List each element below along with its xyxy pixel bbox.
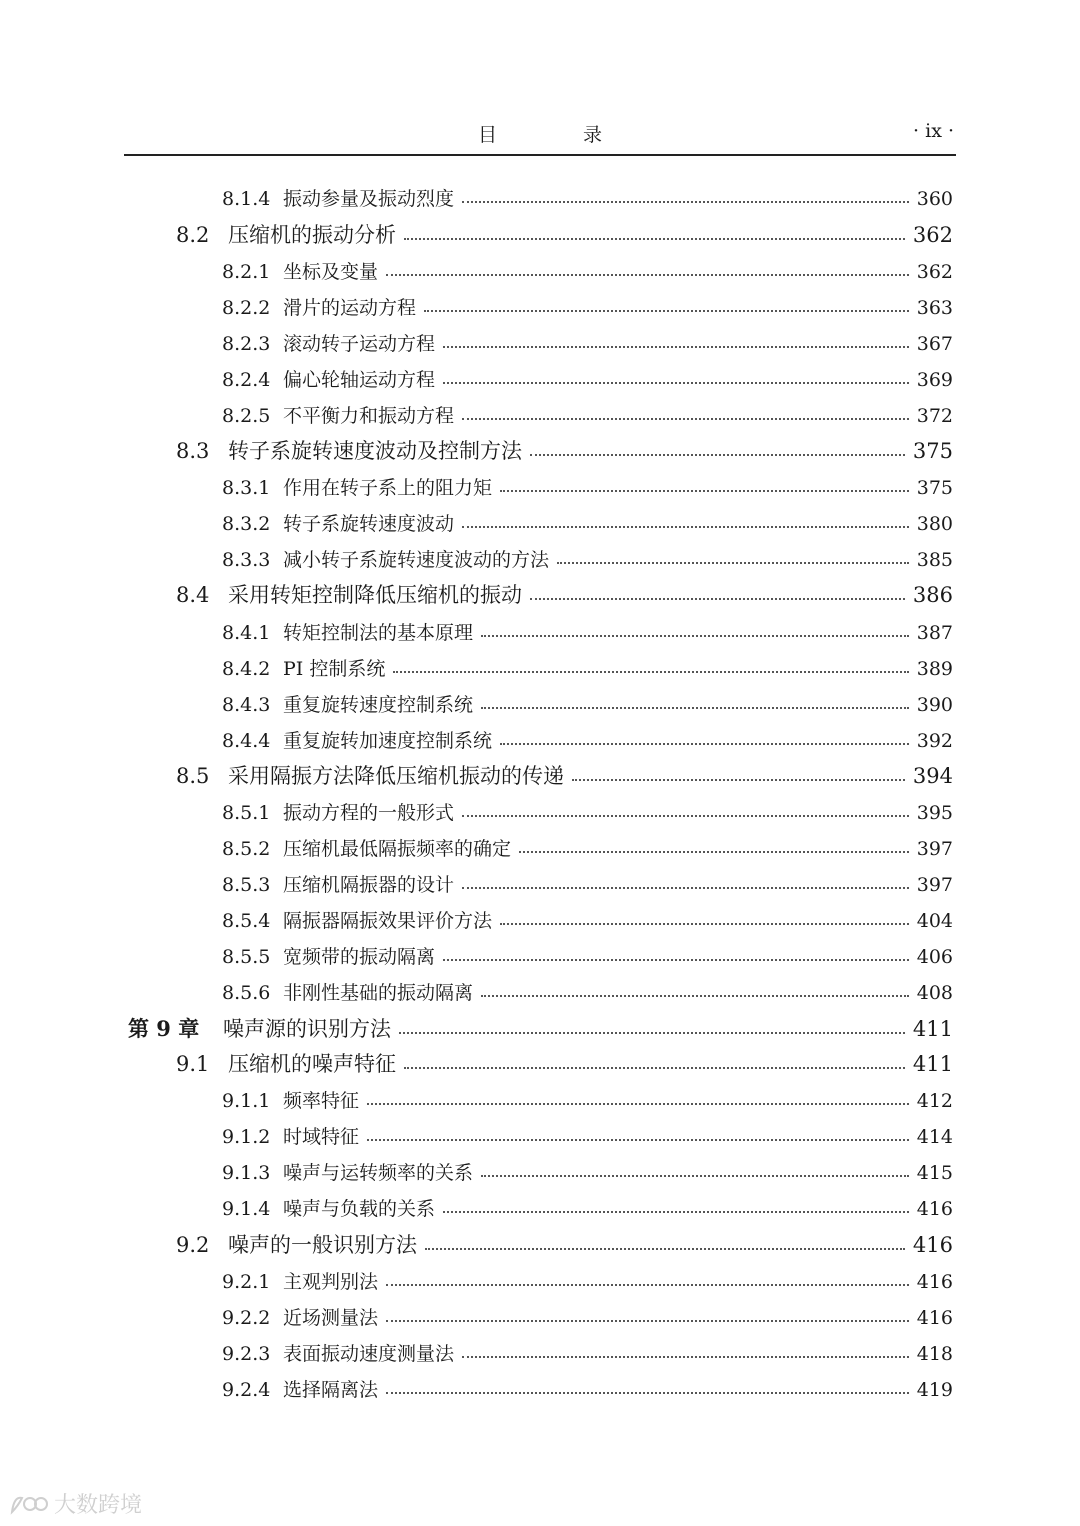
toc-entry-title: 压缩机最低隔振频率的确定 bbox=[283, 838, 512, 860]
toc-entry-page: 394 bbox=[912, 764, 953, 788]
toc-entry bbox=[222, 1194, 953, 1221]
toc-entry-title: 作用在转子系上的阻力矩 bbox=[283, 477, 493, 499]
toc-entry-title: 采用隔振方法降低压缩机振动的传递 bbox=[228, 764, 564, 788]
toc-entry-title: 非刚性基础的振动隔离 bbox=[283, 982, 474, 1004]
toc-entry-number: 8.3.1 bbox=[222, 477, 271, 499]
toc-entry-page: 415 bbox=[916, 1162, 953, 1184]
toc-entry-page: 389 bbox=[916, 658, 953, 680]
toc-leader-dots bbox=[386, 1283, 909, 1286]
toc-leader-dots bbox=[443, 381, 909, 384]
toc-entry-title: 频率特征 bbox=[283, 1090, 360, 1112]
toc-entry bbox=[222, 1086, 953, 1113]
toc-entry bbox=[222, 1375, 953, 1402]
toc-entry-page: 362 bbox=[916, 261, 953, 283]
toc-entry-number: 8.2.4 bbox=[222, 369, 271, 391]
toc-entry-page: 419 bbox=[916, 1379, 953, 1401]
toc-entry bbox=[128, 1013, 953, 1043]
toc-entry-title: 宽频带的振动隔离 bbox=[283, 946, 436, 968]
toc-entry-page: 375 bbox=[912, 439, 953, 463]
toc-entry-page: 387 bbox=[916, 622, 953, 644]
toc-entry-number: 8.2.1 bbox=[222, 261, 271, 283]
toc-entry-title: PI 控制系统 bbox=[283, 658, 386, 680]
toc-entry-page: 392 bbox=[916, 730, 953, 752]
toc-entry-title: 重复旋转加速度控制系统 bbox=[283, 730, 493, 752]
toc-entry-number: 9.2.3 bbox=[222, 1343, 271, 1365]
toc-entry-page: 412 bbox=[916, 1090, 953, 1112]
toc-entry bbox=[222, 690, 953, 717]
toc-entry bbox=[222, 545, 953, 572]
header-page-number: · ix · bbox=[913, 120, 954, 142]
toc-entry-page: 397 bbox=[916, 838, 953, 860]
toc-entry-number: 9.1 bbox=[176, 1052, 210, 1076]
toc-entry-page: 386 bbox=[912, 583, 953, 607]
toc-entry bbox=[222, 798, 953, 825]
toc-entry-page: 375 bbox=[916, 477, 953, 499]
toc-entry-number: 8.2 bbox=[176, 223, 210, 247]
toc-entry-number: 8.4.4 bbox=[222, 730, 271, 752]
toc-entry-page: 397 bbox=[916, 874, 953, 896]
toc-entry-page: 367 bbox=[916, 333, 953, 355]
toc-entry-page: 390 bbox=[916, 694, 953, 716]
toc-entry-number: 8.3.3 bbox=[222, 549, 271, 571]
toc-leader-dots bbox=[462, 525, 909, 528]
toc-entry-page: 416 bbox=[916, 1307, 953, 1329]
toc-entry-page: 411 bbox=[912, 1052, 953, 1076]
toc-entry-number: 8.5.4 bbox=[222, 910, 271, 932]
toc-leader-dots bbox=[500, 742, 909, 745]
toc-leader-dots bbox=[386, 273, 909, 276]
toc-leader-dots bbox=[367, 1138, 909, 1141]
toc-entry-title: 转矩控制法的基本原理 bbox=[283, 622, 474, 644]
toc-leader-dots bbox=[481, 634, 909, 637]
toc-entry-title: 滚动转子运动方程 bbox=[283, 333, 436, 355]
toc-entry-page: 411 bbox=[912, 1017, 953, 1041]
toc-entry-number: 8.2.2 bbox=[222, 297, 271, 319]
toc-entry-number: 8.5.3 bbox=[222, 874, 271, 896]
toc-entry-title: 振动方程的一般形式 bbox=[283, 802, 455, 824]
toc-entry bbox=[222, 184, 953, 211]
toc-entry-number: 8.3.2 bbox=[222, 513, 271, 535]
toc-entry bbox=[222, 942, 953, 969]
toc-entry-title: 转子系旋转速度波动及控制方法 bbox=[228, 439, 522, 463]
toc-entry-title: 坐标及变量 bbox=[283, 261, 379, 283]
toc-entry-number: 9.1.1 bbox=[222, 1090, 271, 1112]
toc-entry bbox=[222, 1122, 953, 1149]
toc-entry-title: 隔振器隔振效果评价方法 bbox=[283, 910, 493, 932]
toc-leader-dots bbox=[572, 778, 905, 781]
toc-leader-dots bbox=[443, 345, 909, 348]
toc-entry-number: 8.4.2 bbox=[222, 658, 271, 680]
toc-leader-dots bbox=[425, 1247, 905, 1250]
toc-entry bbox=[176, 1048, 953, 1078]
toc-entry-title: 压缩机的振动分析 bbox=[228, 223, 396, 247]
toc-entry bbox=[176, 579, 953, 609]
toc-leader-dots bbox=[443, 1210, 909, 1213]
toc-entry-number: 9.1.4 bbox=[222, 1198, 271, 1220]
toc-entry-title: 噪声与运转频率的关系 bbox=[283, 1162, 474, 1184]
toc-entry-number: 9.2.1 bbox=[222, 1271, 271, 1293]
toc-leader-dots bbox=[386, 1391, 909, 1394]
toc-entry bbox=[222, 834, 953, 861]
toc-leader-dots bbox=[481, 994, 909, 997]
toc-entry bbox=[222, 618, 953, 645]
toc-entry bbox=[222, 654, 953, 681]
toc-entry bbox=[222, 870, 953, 897]
toc-entry-page: 406 bbox=[916, 946, 953, 968]
toc-entry-number: 8.4.3 bbox=[222, 694, 271, 716]
toc-entry-number: 8.2.3 bbox=[222, 333, 271, 355]
toc-entry-title: 噪声的一般识别方法 bbox=[228, 1233, 417, 1257]
watermark-text: 大数跨境 bbox=[54, 1493, 143, 1518]
header-title: 目 录 bbox=[477, 124, 643, 146]
toc-entry bbox=[176, 760, 953, 790]
toc-entry-title: 滑片的运动方程 bbox=[283, 297, 417, 319]
toc-leader-dots bbox=[462, 200, 909, 203]
toc-entry-number: 8.4 bbox=[176, 583, 210, 607]
toc-leader-dots bbox=[500, 489, 909, 492]
toc-leader-dots bbox=[462, 1355, 909, 1358]
toc-entry-page: 372 bbox=[916, 405, 953, 427]
toc-entry bbox=[222, 293, 953, 320]
toc-entry-number: 9.2 bbox=[176, 1233, 210, 1257]
toc-entry-title: 近场测量法 bbox=[283, 1307, 379, 1329]
toc-leader-dots bbox=[557, 561, 909, 564]
toc-entry-page: 395 bbox=[916, 802, 953, 824]
toc-entry-title: 振动参量及振动烈度 bbox=[283, 188, 455, 210]
toc-entry bbox=[222, 1158, 953, 1185]
toc-entry-title: 采用转矩控制降低压缩机的振动 bbox=[228, 583, 522, 607]
toc-entry-number: 8.5.6 bbox=[222, 982, 271, 1004]
toc-entry-number: 8.1.4 bbox=[222, 188, 271, 210]
toc-entry bbox=[222, 1267, 953, 1294]
toc-leader-dots bbox=[404, 237, 905, 240]
toc-leader-dots bbox=[519, 850, 909, 853]
toc-entry-title: 表面振动速度测量法 bbox=[283, 1343, 455, 1365]
toc-entry bbox=[176, 219, 953, 249]
toc-entry-page: 385 bbox=[916, 549, 953, 571]
toc-entry bbox=[222, 473, 953, 500]
toc-entry-page: 416 bbox=[916, 1271, 953, 1293]
toc-entry-title: 压缩机隔振器的设计 bbox=[283, 874, 455, 896]
toc-entry-number: 9.1.3 bbox=[222, 1162, 271, 1184]
toc-entry-title: 减小转子系旋转速度波动的方法 bbox=[283, 549, 550, 571]
toc-leader-dots bbox=[481, 1174, 909, 1177]
toc-entry bbox=[176, 435, 953, 465]
toc-entry bbox=[222, 509, 953, 536]
toc-entry bbox=[222, 365, 953, 392]
toc-leader-dots bbox=[462, 417, 909, 420]
toc-entry-page: 369 bbox=[916, 369, 953, 391]
toc-entry-number: 9.2.4 bbox=[222, 1379, 271, 1401]
toc-entry-number: 8.5.1 bbox=[222, 802, 271, 824]
toc-leader-dots bbox=[462, 814, 909, 817]
toc-entry-page: 418 bbox=[916, 1343, 953, 1365]
toc-entry bbox=[222, 906, 953, 933]
toc-entry-number: 8.5 bbox=[176, 764, 210, 788]
toc-entry bbox=[222, 401, 953, 428]
toc-entry-number: 8.4.1 bbox=[222, 622, 271, 644]
toc-entry-title: 噪声与负载的关系 bbox=[283, 1198, 436, 1220]
toc-leader-dots bbox=[530, 453, 905, 456]
toc-leader-dots bbox=[393, 670, 908, 673]
toc-entry-title: 选择隔离法 bbox=[283, 1379, 379, 1401]
toc-leader-dots bbox=[404, 1066, 905, 1069]
toc-entry-number: 8.5.2 bbox=[222, 838, 271, 860]
toc-entry-title: 噪声源的识别方法 bbox=[223, 1017, 391, 1041]
toc-leader-dots bbox=[481, 706, 909, 709]
toc-entry-page: 363 bbox=[916, 297, 953, 319]
toc-entry-title: 重复旋转速度控制系统 bbox=[283, 694, 474, 716]
toc-entry-page: 404 bbox=[916, 910, 953, 932]
toc-entry-page: 380 bbox=[916, 513, 953, 535]
toc-entry-title: 不平衡力和振动方程 bbox=[283, 405, 455, 427]
toc-leader-dots bbox=[367, 1102, 909, 1105]
toc-leader-dots bbox=[424, 309, 909, 312]
toc-leader-dots bbox=[399, 1031, 905, 1034]
toc-entry bbox=[222, 1303, 953, 1330]
toc-entry-page: 416 bbox=[916, 1198, 953, 1220]
toc-entry-title: 转子系旋转速度波动 bbox=[283, 513, 455, 535]
toc-entry-page: 360 bbox=[916, 188, 953, 210]
toc-entry-title: 压缩机的噪声特征 bbox=[228, 1052, 396, 1076]
toc-entry-page: 414 bbox=[916, 1126, 953, 1148]
toc-entry bbox=[222, 978, 953, 1005]
toc-entry-page: 408 bbox=[916, 982, 953, 1004]
toc-leader-dots bbox=[462, 886, 909, 889]
toc-entry-title: 偏心轮轴运动方程 bbox=[283, 369, 436, 391]
toc-entry-page: 416 bbox=[912, 1233, 953, 1257]
toc-leader-dots bbox=[530, 597, 905, 600]
toc-entry bbox=[222, 1339, 953, 1366]
toc-entry-number: 8.5.5 bbox=[222, 946, 271, 968]
toc-entry-title: 时域特征 bbox=[283, 1126, 360, 1148]
toc-entry-number: 8.2.5 bbox=[222, 405, 271, 427]
toc-leader-dots bbox=[443, 958, 909, 961]
toc-leader-dots bbox=[386, 1319, 909, 1322]
page-header bbox=[124, 118, 956, 156]
toc-entry-number: 9.2.2 bbox=[222, 1307, 271, 1329]
toc-entry-number: 9.1.2 bbox=[222, 1126, 271, 1148]
toc-entry bbox=[176, 1229, 953, 1259]
toc-entry bbox=[222, 726, 953, 753]
toc-entry bbox=[222, 329, 953, 356]
toc-entry-page: 362 bbox=[912, 223, 953, 247]
toc-entry-title: 主观判别法 bbox=[283, 1271, 379, 1293]
watermark bbox=[8, 1488, 142, 1519]
toc-entry-number: 第 9 章 bbox=[128, 1016, 200, 1041]
toc-leader-dots bbox=[500, 922, 909, 925]
watermark-logo-icon bbox=[8, 1492, 48, 1516]
toc-entry-number: 8.3 bbox=[176, 439, 210, 463]
toc-entry bbox=[222, 257, 953, 284]
